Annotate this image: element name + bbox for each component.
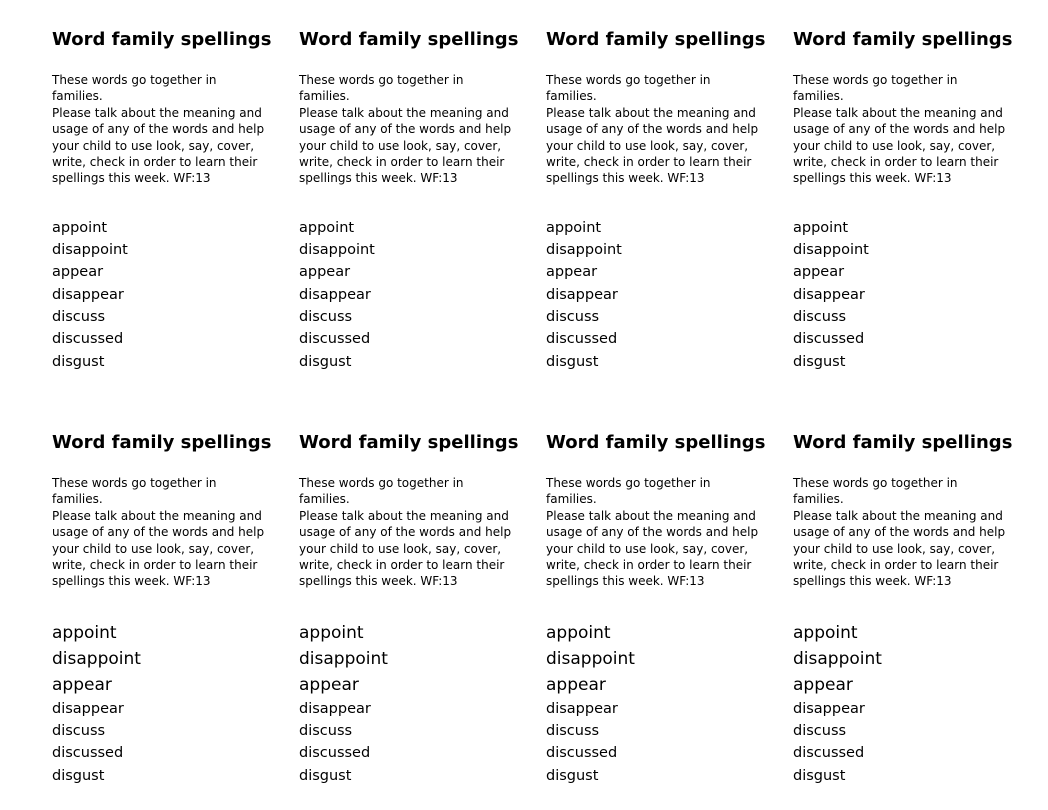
card-row-top	[52, 30, 1040, 373]
word-family-card	[52, 30, 299, 373]
word-family-card	[546, 30, 793, 373]
word-item: appear	[546, 674, 606, 695]
card-intro	[299, 475, 517, 590]
word-list	[793, 620, 1040, 787]
word-item: discussed	[793, 331, 865, 348]
card-intro	[52, 72, 270, 187]
word-item: discussed	[52, 745, 124, 762]
intro-line-1: These words go together in families.	[793, 73, 958, 104]
word-item: appear	[299, 674, 359, 695]
word-item: disappoint	[546, 242, 622, 259]
intro-line-2: Please talk about the meaning and usage of any of the words and help your child to use look, say, cover, write, check in order to learn their spellings this week. WF:13	[546, 508, 759, 589]
word-item: appoint	[793, 219, 849, 236]
word-item: disappear	[52, 286, 124, 303]
word-item: discussed	[793, 745, 865, 762]
word-item: appear	[793, 674, 853, 695]
word-item: disgust	[52, 353, 105, 370]
word-item: disappoint	[793, 242, 869, 259]
word-item: disappear	[299, 700, 371, 717]
word-item: appoint	[52, 622, 117, 643]
card-intro	[793, 475, 1011, 590]
card-title: Word family spellings	[793, 29, 1013, 50]
word-list	[546, 217, 793, 373]
word-item: disappear	[52, 700, 124, 717]
word-item: disappoint	[793, 648, 882, 669]
intro-line-1: These words go together in families.	[546, 73, 711, 104]
intro-line-2: Please talk about the meaning and usage of any of the words and help your child to use look, say, cover, write, check in order to learn their spellings this week. WF:13	[52, 105, 265, 186]
card-title: Word family spellings	[299, 432, 519, 453]
word-item: disappoint	[52, 648, 141, 669]
card-intro	[52, 475, 270, 590]
card-intro	[546, 72, 764, 187]
card-intro	[546, 475, 764, 590]
word-item: discussed	[299, 745, 371, 762]
word-item: appoint	[546, 622, 611, 643]
word-item: discuss	[793, 723, 847, 740]
intro-line-2: Please talk about the meaning and usage of any of the words and help your child to use look, say, cover, write, check in order to learn their spellings this week. WF:13	[52, 508, 265, 589]
word-item: discuss	[299, 723, 353, 740]
word-item: disappear	[546, 700, 618, 717]
word-item: appear	[299, 264, 351, 281]
intro-line-2: Please talk about the meaning and usage of any of the words and help your child to use look, say, cover, write, check in order to learn their spellings this week. WF:13	[299, 508, 512, 589]
intro-line-2: Please talk about the meaning and usage of any of the words and help your child to use look, say, cover, write, check in order to learn their spellings this week. WF:13	[793, 508, 1006, 589]
word-list	[546, 620, 793, 787]
word-item: discuss	[793, 309, 847, 326]
card-row-bottom	[52, 433, 1040, 787]
word-item: appear	[52, 674, 112, 695]
word-list	[793, 217, 1040, 373]
word-list	[52, 217, 299, 373]
intro-line-2: Please talk about the meaning and usage of any of the words and help your child to use look, say, cover, write, check in order to learn their spellings this week. WF:13	[546, 105, 759, 186]
word-item: disappoint	[52, 242, 128, 259]
word-item: appoint	[793, 622, 858, 643]
card-title: Word family spellings	[546, 432, 766, 453]
word-item: discussed	[546, 745, 618, 762]
word-family-card	[299, 30, 546, 373]
intro-line-2: Please talk about the meaning and usage of any of the words and help your child to use look, say, cover, write, check in order to learn their spellings this week. WF:13	[299, 105, 512, 186]
intro-line-1: These words go together in families.	[299, 476, 464, 507]
intro-line-1: These words go together in families.	[52, 476, 217, 507]
word-item: discuss	[546, 723, 600, 740]
card-title: Word family spellings	[793, 432, 1013, 453]
word-family-card	[793, 433, 1040, 787]
word-list	[299, 620, 546, 787]
intro-line-1: These words go together in families.	[52, 73, 217, 104]
word-family-card	[299, 433, 546, 787]
word-item: appoint	[299, 219, 355, 236]
card-intro	[793, 72, 1011, 187]
word-item: disappear	[546, 286, 618, 303]
word-item: disappoint	[546, 648, 635, 669]
card-title: Word family spellings	[52, 29, 272, 50]
word-list	[299, 217, 546, 373]
word-item: disgust	[546, 767, 599, 784]
intro-line-2: Please talk about the meaning and usage of any of the words and help your child to use look, say, cover, write, check in order to learn their spellings this week. WF:13	[793, 105, 1006, 186]
word-item: disgust	[299, 353, 352, 370]
card-title: Word family spellings	[546, 29, 766, 50]
word-item: appear	[793, 264, 845, 281]
word-family-card	[793, 30, 1040, 373]
word-item: discuss	[299, 309, 353, 326]
word-item: disappoint	[299, 648, 388, 669]
card-intro	[299, 72, 517, 187]
card-title: Word family spellings	[299, 29, 519, 50]
word-item: discussed	[299, 331, 371, 348]
word-family-card	[546, 433, 793, 787]
word-item: discuss	[546, 309, 600, 326]
word-item: disgust	[793, 767, 846, 784]
word-item: disappear	[793, 286, 865, 303]
word-item: discussed	[52, 331, 124, 348]
word-item: appoint	[299, 622, 364, 643]
intro-line-1: These words go together in families.	[793, 476, 958, 507]
word-item: appoint	[546, 219, 602, 236]
word-item: disgust	[793, 353, 846, 370]
intro-line-1: These words go together in families.	[546, 476, 711, 507]
word-item: appear	[546, 264, 598, 281]
word-family-card	[52, 433, 299, 787]
word-item: discuss	[52, 723, 106, 740]
word-list	[52, 620, 299, 787]
word-item: appoint	[52, 219, 108, 236]
word-item: disgust	[52, 767, 105, 784]
word-item: disgust	[546, 353, 599, 370]
word-item: disappoint	[299, 242, 375, 259]
word-item: discuss	[52, 309, 106, 326]
word-item: disappear	[299, 286, 371, 303]
word-item: discussed	[546, 331, 618, 348]
intro-line-1: These words go together in families.	[299, 73, 464, 104]
card-title: Word family spellings	[52, 432, 272, 453]
word-item: disappear	[793, 700, 865, 717]
word-item: disgust	[299, 767, 352, 784]
word-item: appear	[52, 264, 104, 281]
